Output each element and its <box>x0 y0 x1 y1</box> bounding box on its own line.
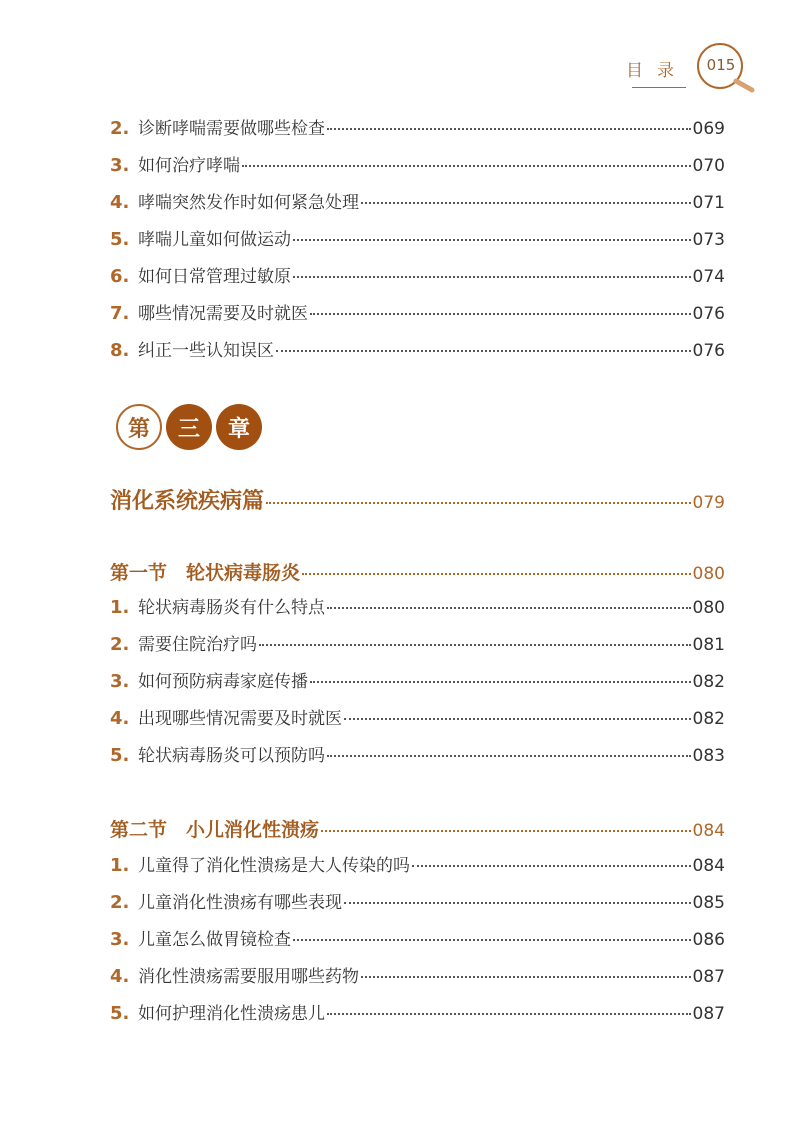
dot-leader <box>321 829 691 832</box>
list-item[interactable] <box>110 704 725 734</box>
item-title: 轮状病毒肠炎有什么特点 <box>138 598 325 618</box>
dot-leader <box>310 680 691 683</box>
item-page: 081 <box>692 635 725 655</box>
dot-leader <box>327 606 691 609</box>
item-page: 076 <box>692 341 725 361</box>
item-title: 儿童得了消化性溃疡是大人传染的吗 <box>138 856 410 876</box>
item-page: 082 <box>692 709 725 729</box>
item-number: 3. <box>110 155 130 176</box>
item-page: 087 <box>692 967 725 987</box>
section-heading[interactable] <box>110 815 725 845</box>
section-page: 084 <box>692 821 725 841</box>
dot-leader <box>293 238 691 241</box>
item-number: 5. <box>110 229 130 250</box>
item-number: 7. <box>110 303 130 324</box>
dot-leader <box>302 572 691 575</box>
dot-leader <box>266 501 691 504</box>
item-title: 哮喘儿童如何做运动 <box>138 230 291 250</box>
item-page: 070 <box>692 156 725 176</box>
item-title: 如何预防病毒家庭传播 <box>138 672 308 692</box>
item-title: 哮喘突然发作时如何紧急处理 <box>138 193 359 213</box>
header-underline <box>632 87 686 88</box>
list-item[interactable] <box>110 888 725 918</box>
item-page: 086 <box>692 930 725 950</box>
item-title: 纠正一些认知误区 <box>138 341 274 361</box>
list-item[interactable] <box>110 851 725 881</box>
dot-leader <box>344 901 691 904</box>
list-item[interactable] <box>110 225 725 255</box>
list-item[interactable] <box>110 962 725 992</box>
item-page: 083 <box>692 746 725 766</box>
section-title: 第二节 小儿消化性溃疡 <box>110 819 320 841</box>
item-title: 轮状病毒肠炎可以预防吗 <box>138 746 325 766</box>
chapter-char: 三 <box>166 404 212 450</box>
item-title: 哪些情况需要及时就医 <box>138 304 308 324</box>
section-page: 080 <box>692 564 725 584</box>
item-title: 出现哪些情况需要及时就医 <box>138 709 342 729</box>
dot-leader <box>412 864 691 867</box>
dot-leader <box>259 643 691 646</box>
list-item[interactable] <box>110 667 725 697</box>
dot-leader <box>327 754 691 757</box>
item-page: 073 <box>692 230 725 250</box>
item-title: 诊断哮喘需要做哪些检查 <box>138 119 325 139</box>
item-title: 如何治疗哮喘 <box>138 156 240 176</box>
item-number: 3. <box>110 929 130 950</box>
dot-leader <box>293 938 691 941</box>
list-item[interactable] <box>110 114 725 144</box>
chapter-badge <box>116 404 262 454</box>
dot-leader <box>242 164 691 167</box>
section-heading[interactable] <box>110 558 725 588</box>
dot-leader <box>344 717 691 720</box>
item-page: 084 <box>692 856 725 876</box>
dot-leader <box>293 275 691 278</box>
dot-leader <box>361 975 691 978</box>
item-page: 082 <box>692 672 725 692</box>
list-item[interactable] <box>110 188 725 218</box>
item-number: 6. <box>110 266 130 287</box>
item-title: 如何护理消化性溃疡患儿 <box>138 1004 325 1024</box>
list-item[interactable] <box>110 299 725 329</box>
item-page: 069 <box>692 119 725 139</box>
part-heading[interactable] <box>110 484 725 514</box>
item-title: 需要住院治疗吗 <box>138 635 257 655</box>
item-title: 儿童消化性溃疡有哪些表现 <box>138 893 342 913</box>
chapter-char: 第 <box>116 404 162 450</box>
item-page: 071 <box>692 193 725 213</box>
item-number: 1. <box>110 597 130 618</box>
list-item[interactable] <box>110 741 725 771</box>
item-number: 4. <box>110 708 130 729</box>
item-number: 2. <box>110 892 130 913</box>
part-page: 079 <box>692 493 725 513</box>
item-title: 如何日常管理过敏原 <box>138 267 291 287</box>
item-number: 2. <box>110 118 130 139</box>
list-item[interactable] <box>110 999 725 1029</box>
chapter-char: 章 <box>216 404 262 450</box>
item-number: 4. <box>110 192 130 213</box>
part-title: 消化系统疾病篇 <box>110 489 265 514</box>
item-number: 1. <box>110 855 130 876</box>
item-number: 4. <box>110 966 130 987</box>
item-page: 076 <box>692 304 725 324</box>
dot-leader <box>327 1012 691 1015</box>
list-item[interactable] <box>110 336 725 366</box>
item-number: 5. <box>110 1003 130 1024</box>
list-item[interactable] <box>110 151 725 181</box>
list-item[interactable] <box>110 925 725 955</box>
item-number: 5. <box>110 745 130 766</box>
item-page: 087 <box>692 1004 725 1024</box>
page-header <box>626 40 760 100</box>
item-number: 8. <box>110 340 130 361</box>
dot-leader <box>327 127 691 130</box>
header-label: 目录 <box>626 61 688 81</box>
item-page: 080 <box>692 598 725 618</box>
dot-leader <box>276 349 691 352</box>
item-title: 消化性溃疡需要服用哪些药物 <box>138 967 359 987</box>
dot-leader <box>361 201 691 204</box>
list-item[interactable] <box>110 593 725 623</box>
item-number: 3. <box>110 671 130 692</box>
dot-leader <box>310 312 691 315</box>
section-title: 第一节 轮状病毒肠炎 <box>110 562 301 584</box>
list-item[interactable] <box>110 630 725 660</box>
item-title: 儿童怎么做胃镜检查 <box>138 930 291 950</box>
item-page: 074 <box>692 267 725 287</box>
page-number: 015 <box>706 56 736 74</box>
item-page: 085 <box>692 893 725 913</box>
item-number: 2. <box>110 634 130 655</box>
list-item[interactable] <box>110 262 725 292</box>
